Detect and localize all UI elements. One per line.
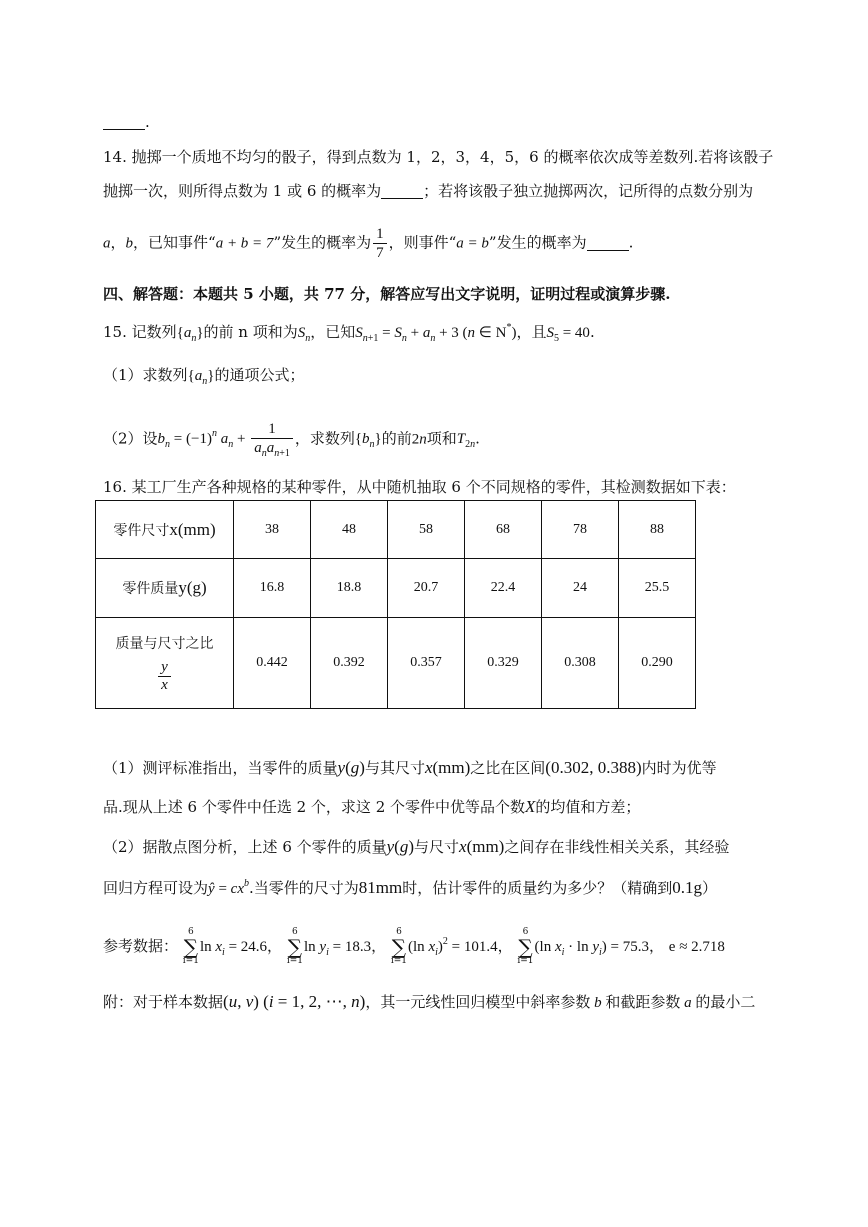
q15-part1: （1）求数列$\{a_n\}$的通项公式； (103, 366, 305, 387)
table-cell: 0.357 (388, 618, 465, 709)
q15-part2: （2）设$b_n = (-1)^n$ $a_n$ + $\frac{1}{a_na_{n+1}}$ ，求数列$\{b_n\}$的前2n项和$T_{2n}$. (103, 421, 480, 459)
table-cell: 0.308 (542, 618, 619, 709)
answer-blank-1[interactable] (381, 183, 423, 199)
q14-line1 (103, 148, 773, 166)
table-row-size (96, 501, 696, 559)
event-sum-7: a + b = 7 (215, 235, 274, 252)
sequence-a: $\{a_n\}$ (176, 325, 204, 344)
q15-intro: 15. 记数列$\{a_n\}$的前 n 项和为$S_n$，已知$S_{n+1} = S_n + a_n + 3$ (n ∈ N*)，且$S_5 = 40$. (103, 322, 595, 344)
bn-formula: $b_n = (-1)^n$ $a_n$ + $\frac{1}{a_na_{n+1}}$ (158, 431, 295, 447)
table-cell: 38 (234, 501, 311, 559)
table-cell: 24 (542, 559, 619, 618)
table-cell: 88 (619, 501, 696, 559)
measurement-table (95, 500, 696, 709)
q16-part1-line2: 品.现从上述 6 个零件中任选 2 个，求这 2 个零件中优等品个数X的均值和方差； (103, 797, 641, 816)
table-cell: 25.5 (619, 559, 696, 618)
row-header-ratio: 质量与尺寸之比 $\frac{y}{x}$ (96, 618, 234, 709)
s5-condition: $S_5 = 40$ (546, 325, 590, 344)
table-cell: 20.7 (388, 559, 465, 618)
table-cell: 0.290 (619, 618, 696, 709)
q16-part1-line1: （1）测评标准指出，当零件的质量y(g)与其尺寸x(mm)之比在区间(0.302, 0.388)内时为优等 (103, 758, 717, 777)
table-row-mass (96, 559, 696, 618)
table-row-ratio (96, 618, 696, 709)
q14-line3: a，b，已知事件“a + b = 7”发生的概率为 $\frac{1}{7}$ ，则事件“a = b”发生的概率为 . (103, 226, 634, 261)
row-header-mass: 零件质量y(g) (96, 559, 234, 618)
table-cell: 16.8 (234, 559, 311, 618)
reference-data: 参考数据： 6 ∑ i=1 $\ln x_i = 24.6$， 6 ∑ i=1 $\ln y_i = 18.3$， 6 ∑ i=1 (ln $x_i)^2 = 101.4$， 6 ∑ i=1 (ln $x_i \cdot \ln y_i) = 75.3$， e ≈ 2.718 (103, 927, 725, 966)
q16-intro: 16. 某工厂生产各种规格的某种零件，从中随机抽取 6 个不同规格的零件，其检测数据如下表： (103, 478, 736, 496)
answer-blank-2[interactable] (587, 235, 629, 251)
row-header-size: 零件尺寸x(mm) (96, 501, 234, 559)
table-cell: 78 (542, 501, 619, 559)
table-cell: 22.4 (465, 559, 542, 618)
section-heading: 四、解答题：本题共 5 小题，共 77 分，解答应写出文字说明，证明过程或演算步骤. (103, 285, 671, 303)
table-cell: 58 (388, 501, 465, 559)
q14-text: 抛掷一个质地不均匀的骰子，得到点数为 1，2，3，4，5，6 的概率依次成等差数列.若将该骰子 (131, 148, 774, 166)
previous-answer-blank: . (103, 113, 150, 131)
table-cell: 0.442 (234, 618, 311, 709)
table-cell: 0.392 (311, 618, 388, 709)
q16-part2-line2: 回归方程可设为ŷ = $cx^b$.当零件的尺寸为81mm时，估计零件的质量约为多少？（精确到0.1g） (103, 878, 717, 897)
event-equal: a = b (456, 235, 489, 252)
fraction-one-seventh: $\frac{1}{7}$ (373, 225, 387, 262)
regression-equation: ŷ = $cx^b$ (208, 878, 249, 897)
table-cell: 18.8 (311, 559, 388, 618)
q16-part2-line1: （2）据散点图分析，上述 6 个零件的质量y(g)与尺寸x(mm)之间存在非线性相关关系，其经验 (103, 837, 730, 856)
q14-line2: 抛掷一次，则所得点数为 1 或 6 的概率为 ；若将该骰子独立抛掷两次，记所得的点数分别为 (103, 182, 754, 200)
recurrence-formula: $S_{n+1} = S_n + a_n + 3$ (n ∈ N*) (355, 322, 517, 344)
question-number: 14. (103, 148, 127, 166)
appendix-line: 附：对于样本数据(u, v) (i = 1, 2, ⋯, n)，其一元线性回归模型中斜率参数 b 和截距参数 a 的最小二 (103, 992, 756, 1011)
table-cell: 0.329 (465, 618, 542, 709)
table-cell: 48 (311, 501, 388, 559)
table-cell: 68 (465, 501, 542, 559)
answer-blank[interactable] (103, 114, 145, 130)
